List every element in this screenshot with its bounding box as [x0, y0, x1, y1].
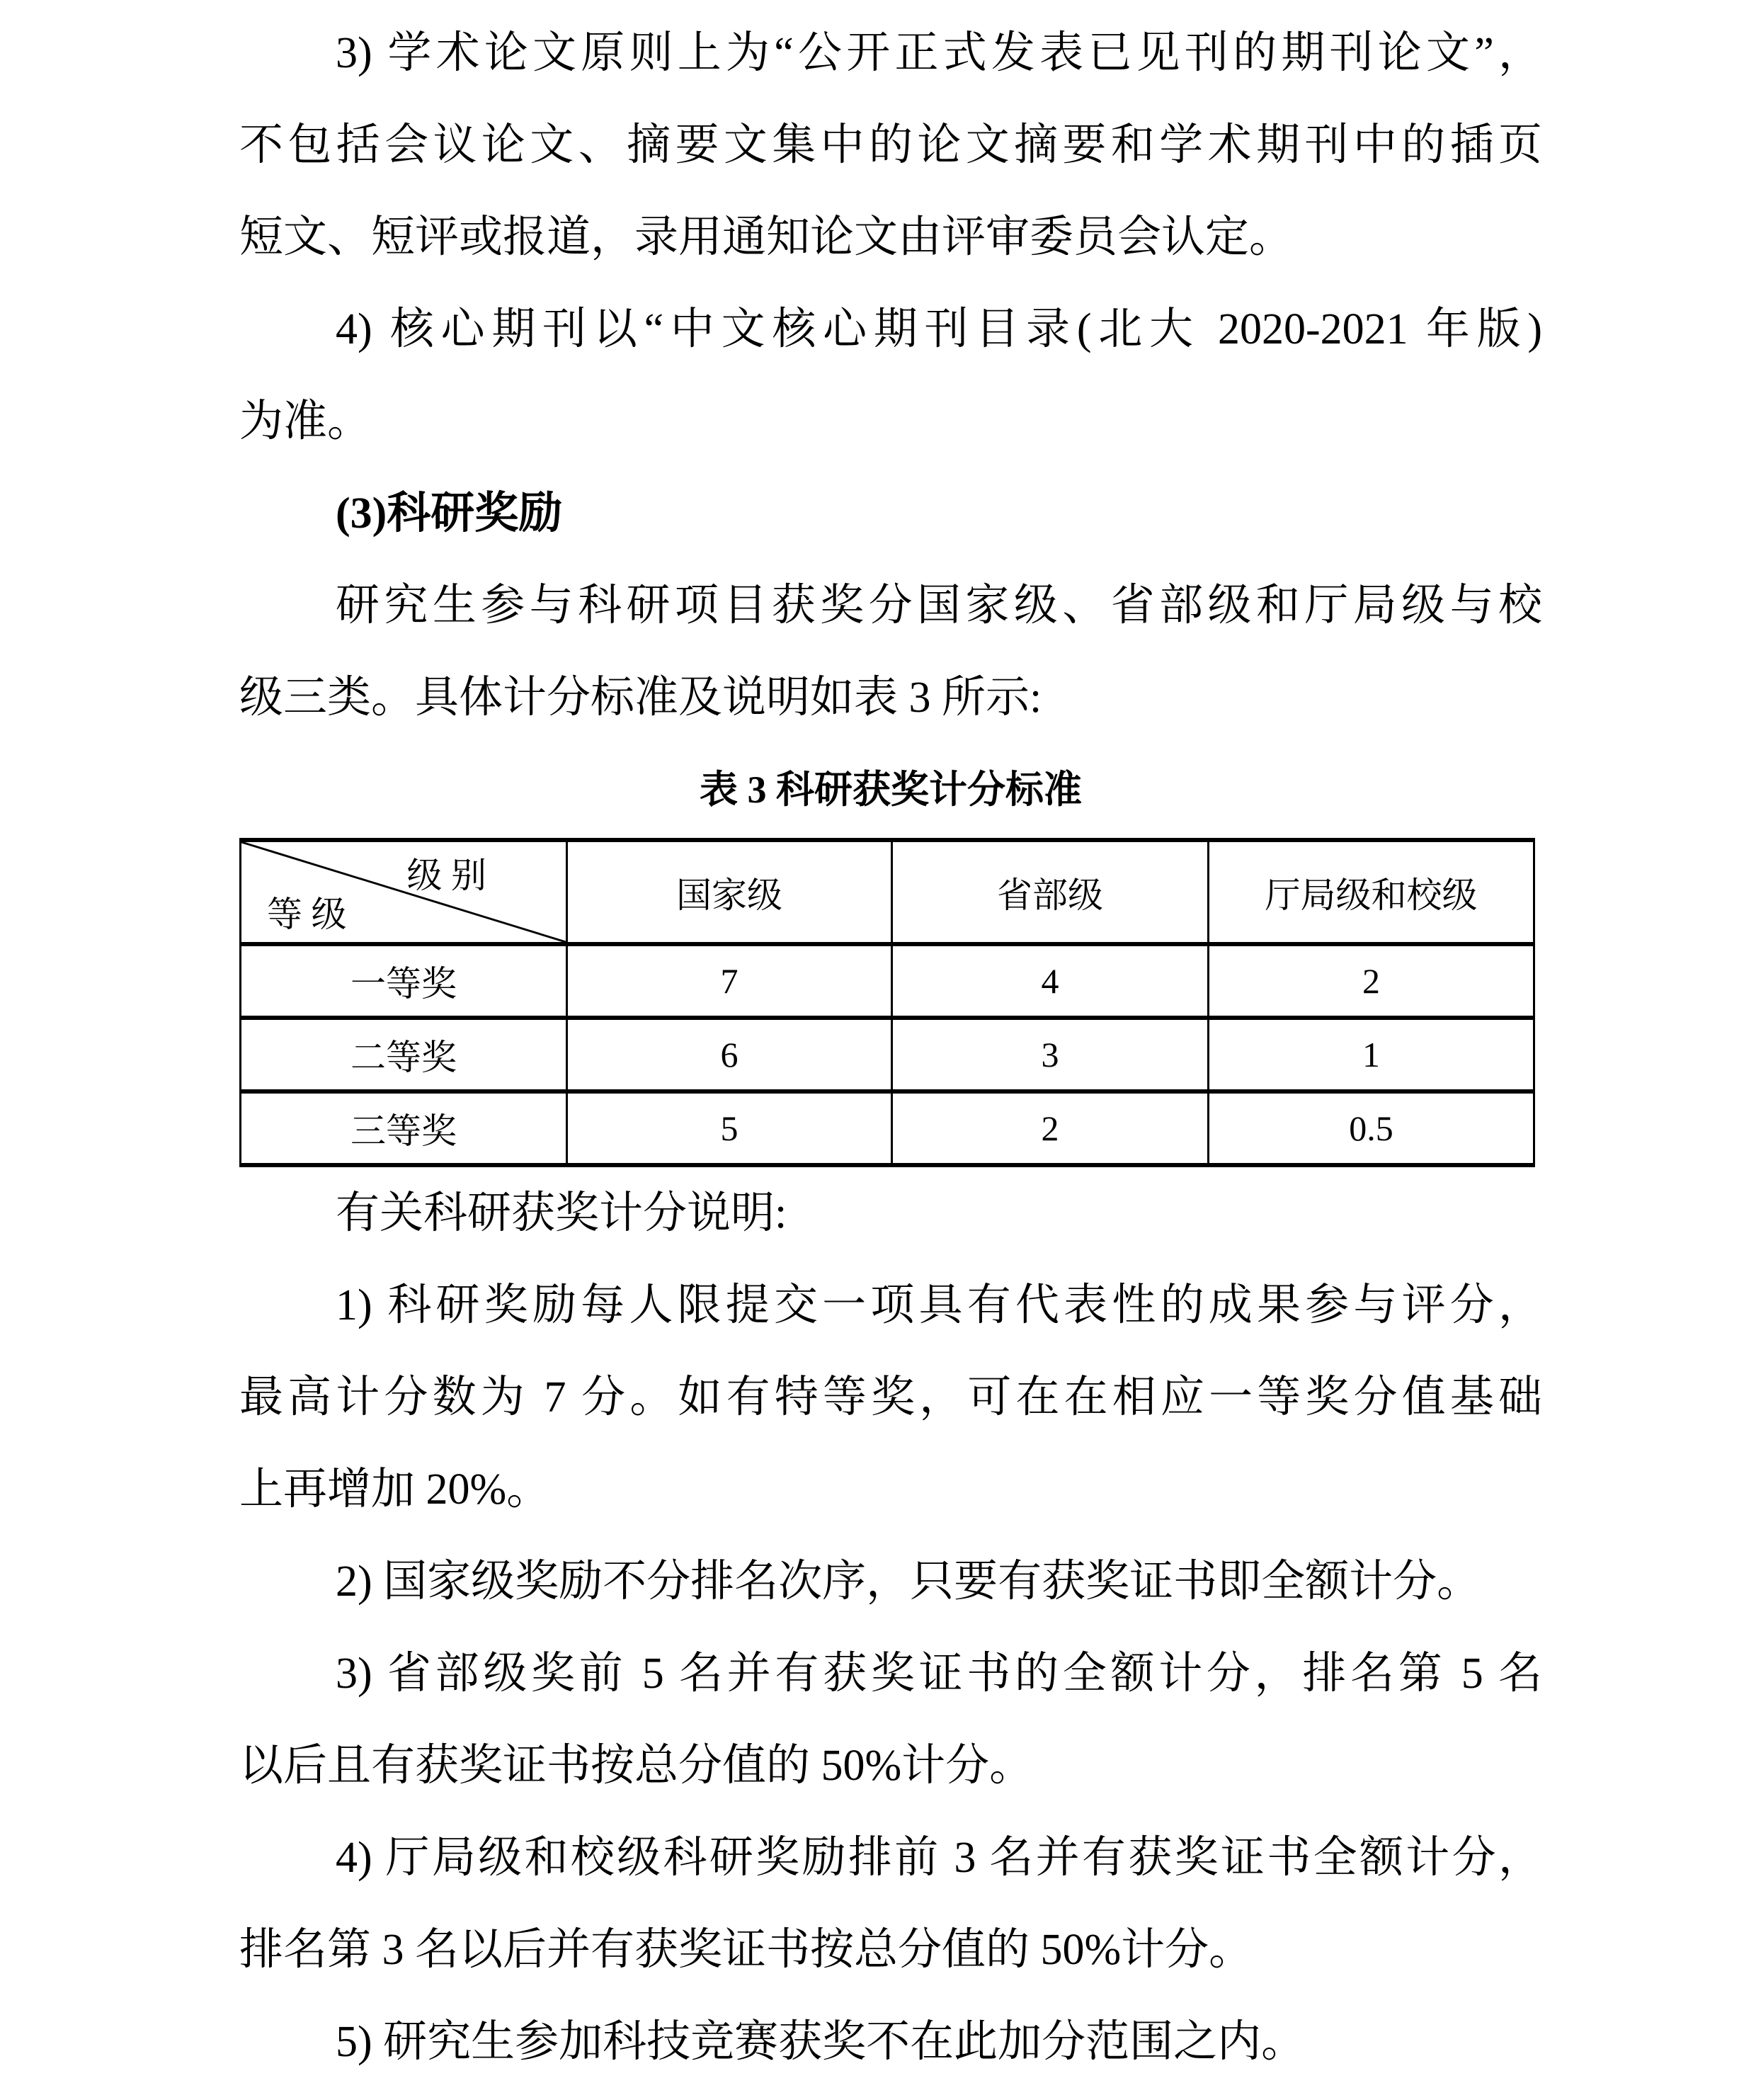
text-line: 最高计分数为 7 分。如有特等奖，可在在相应一等奖分值基础	[239, 1373, 1542, 1421]
table-cell-value: 0.5	[1209, 1091, 1534, 1165]
score-table	[239, 838, 1535, 1167]
row-label: 二等奖	[241, 1018, 567, 1091]
table-row	[241, 1018, 1534, 1091]
column-header: 国家级	[567, 840, 892, 944]
text-line: 为准。	[239, 397, 372, 445]
column-header: 厅局级和校级	[1209, 840, 1534, 944]
text-line: 短文、短评或报道，录用通知论文由评审委员会认定。	[239, 213, 1294, 261]
table-cell-value: 2	[892, 1091, 1209, 1165]
table-row	[241, 944, 1534, 1018]
text-line: 4) 厅局级和校级科研奖励排前 3 名并有获奖证书全额计分，	[336, 1834, 1542, 1882]
table-header-row	[241, 840, 1534, 944]
table-cell-value: 4	[892, 944, 1209, 1018]
table-cell-value: 6	[567, 1018, 892, 1091]
table-row	[241, 1091, 1534, 1165]
text-line: 1) 科研奖励每人限提交一项具有代表性的成果参与评分，	[336, 1281, 1542, 1329]
column-header: 省部级	[892, 840, 1209, 944]
corner-row-label: 等 级	[267, 895, 347, 934]
table-cell-value: 1	[1209, 1018, 1534, 1091]
text-line: 有关科研获奖计分说明:	[336, 1189, 787, 1237]
section-heading: (3)科研奖励	[336, 489, 563, 538]
text-line: 以后且有获奖证书按总分值的 50%计分。	[239, 1742, 1034, 1790]
text-line: 2) 国家级奖励不分排名次序，只要有获奖证书即全额计分。	[336, 1557, 1481, 1606]
table-cell-value: 2	[1209, 944, 1534, 1018]
text-line: 5) 研究生参加科技竞赛获奖不在此加分范围之内。	[336, 2018, 1306, 2066]
text-column	[239, 7, 1542, 2088]
text-line: 研究生参与科研项目获奖分国家级、省部级和厅局级与校	[336, 581, 1542, 630]
text-line: 排名第 3 名以后并有获奖证书按总分值的 50%计分。	[239, 1926, 1253, 1974]
diagonal-corner-cell	[241, 840, 567, 944]
text-line: 4) 核心期刊以“中文核心期刊目录(北大 2020-2021 年版)	[336, 305, 1542, 353]
row-label: 三等奖	[241, 1091, 567, 1165]
table-cell-value: 5	[567, 1091, 892, 1165]
row-label: 一等奖	[241, 944, 567, 1018]
table-cell-value: 7	[567, 944, 892, 1018]
text-line: 级三类。具体计分标准及说明如表 3 所示:	[239, 674, 1042, 722]
text-line: 3) 省部级奖前 5 名并有获奖证书的全额计分，排名第 5 名	[336, 1650, 1542, 1698]
text-line: 上再增加 20%。	[239, 1465, 551, 1514]
table-title: 表 3 科研获奖计分标准	[700, 768, 1082, 811]
text-line: 3) 学术论文原则上为“公开正式发表已见刊的期刊论文”，	[336, 29, 1542, 77]
text-line: 不包括会议论文、摘要文集中的论文摘要和学术期刊中的插页	[239, 121, 1542, 169]
table-cell-value: 3	[892, 1018, 1209, 1091]
corner-col-label: 级 别	[406, 856, 486, 895]
